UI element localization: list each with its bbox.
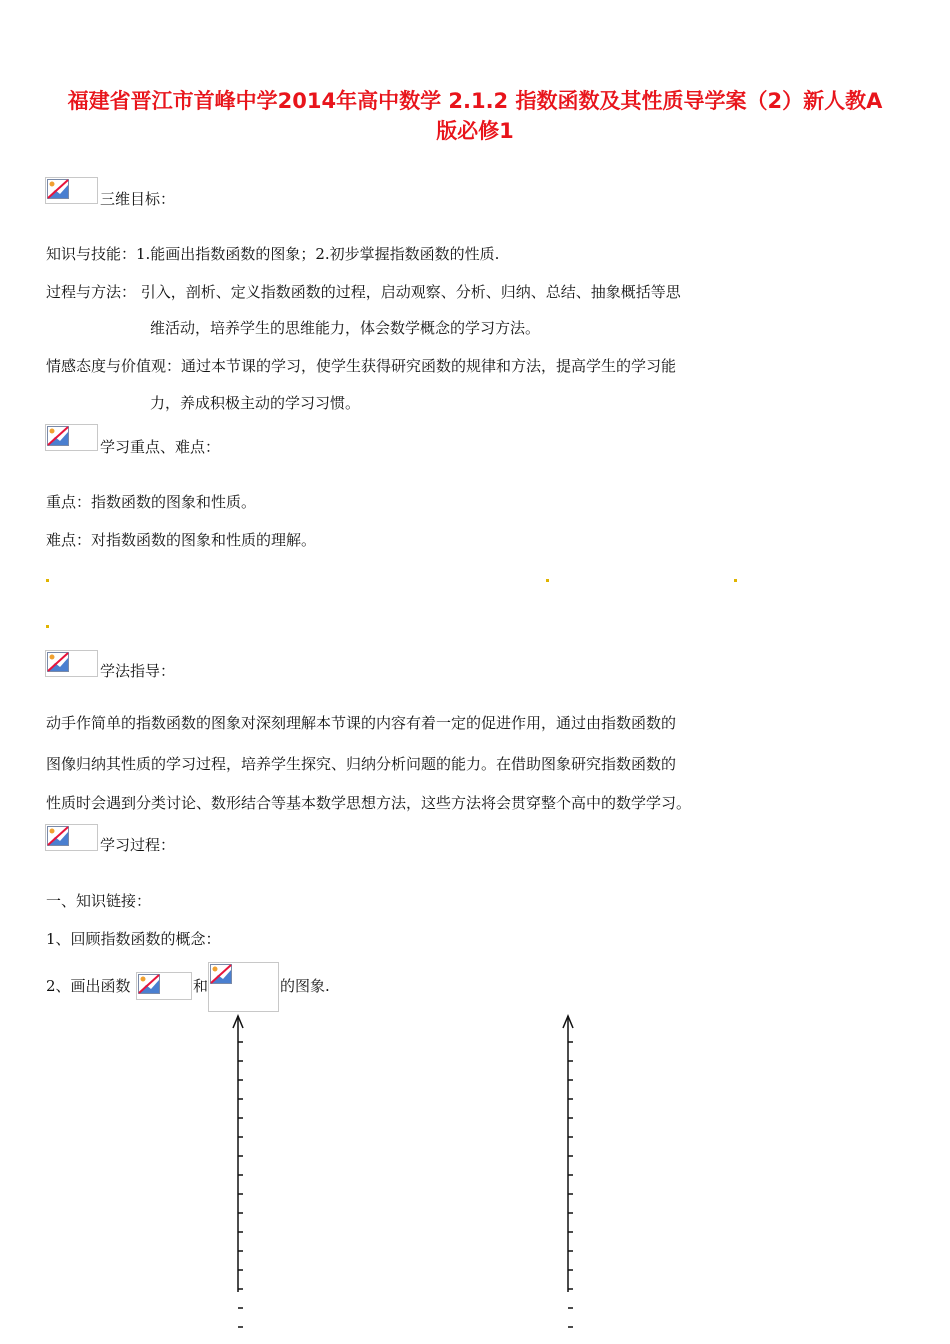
process-heading-1: 一、知识链接： xyxy=(46,892,152,910)
method-line-3: 性质时会遇到分类讨论、数形结合等基本数学思想方法，这些方法将会贯穿整个高中的数学学习。 xyxy=(46,794,692,812)
section-heading-process: 学习过程： xyxy=(100,836,176,854)
method-line-1: 动手作简单的指数函数的图象对深刻理解本节课的内容有着一定的促进作用，通过由指数函数的 xyxy=(46,714,677,732)
method-line-2: 图像归纳其性质的学习过程，培养学生探究、归纳分析问题的能力。在借助图象研究指数函数的 xyxy=(46,755,677,773)
objective-emotion-line2: 力，养成积极主动的学习习惯。 xyxy=(150,394,361,412)
coordinate-axes-left xyxy=(112,1016,378,1344)
process-item-2-start: 2、画出函数 xyxy=(46,977,131,995)
key-point-difficulty: 难点：对指数函数的图象和性质的理解。 xyxy=(46,531,317,549)
title-line-1: 福建省晋江市首峰中学2014年高中数学 2.1.2 指数函数及其性质导学案（2）新人教A xyxy=(67,89,883,113)
process-item-2-and: 和 xyxy=(193,977,209,995)
section-heading-objectives: 三维目标： xyxy=(100,190,176,208)
process-item-1: 1、回顾指数函数的概念： xyxy=(46,930,221,948)
key-point-focus: 重点：指数函数的图象和性质。 xyxy=(46,493,257,511)
objective-knowledge: 知识与技能：1.能画出指数函数的图象；2.初步掌握指数函数的性质. xyxy=(46,245,500,263)
objective-process-line2: 维活动，培养学生的思维能力，体会数学概念的学习方法。 xyxy=(150,319,541,337)
title-line-2: 版必修1 xyxy=(436,119,514,143)
coordinate-axes-right xyxy=(442,1016,708,1344)
objective-emotion-line1: 情感态度与价值观：通过本节课的学习，使学生获得研究函数的规律和方法，提高学生的学习能 xyxy=(46,357,677,375)
objective-process-line1: 过程与方法： 引入，剖析、定义指数函数的过程，启动观察、分析、归纳、总结、抽象概括等思 xyxy=(46,283,681,301)
section-heading-key-points: 学习重点、难点： xyxy=(100,438,221,456)
section-heading-method: 学法指导： xyxy=(100,662,176,680)
process-item-2-end: 的图象. xyxy=(280,977,330,995)
